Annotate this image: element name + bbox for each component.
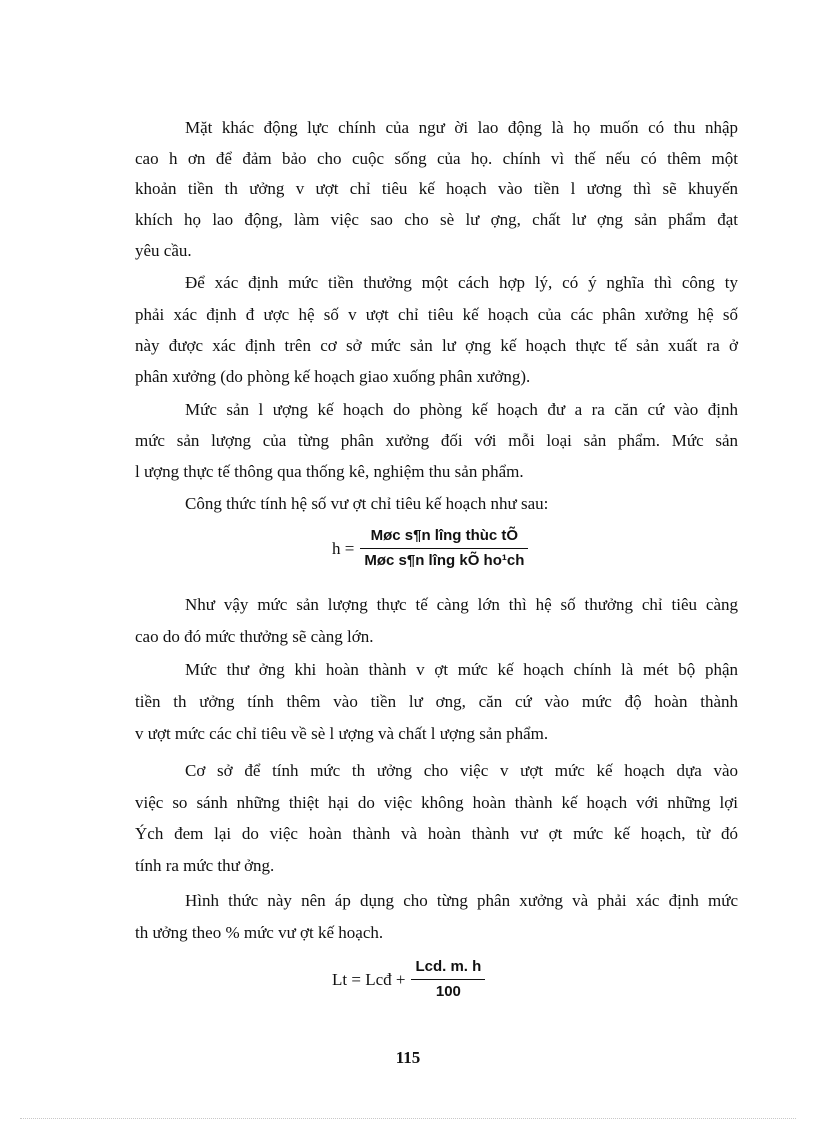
formula-hh bbox=[332, 526, 528, 571]
paragraph-line: yêu cầu. bbox=[135, 241, 192, 260]
paragraph-line: Để xác định mức tiền thưởng một cách hợp lý, có ý nghĩa thì công ty bbox=[185, 273, 738, 292]
paragraph-line: v ượt mức các chỉ tiêu về sè l ượng và chất l ượng sản phẩm. bbox=[135, 724, 549, 743]
paragraph-line: cao do đó mức thưởng sẽ càng lớn. bbox=[135, 627, 374, 646]
paragraph-line: Mặt khác động lực chính của ngư ời lao động là họ muốn có thu nhập bbox=[185, 118, 738, 137]
paragraph-line: Ých đem lại do việc hoàn thành và hoàn thành vư ợt mức kế hoạch, từ đó bbox=[135, 824, 738, 843]
formula-lhs: h = bbox=[332, 538, 355, 558]
paragraph-line: việc so sánh những thiệt hại do việc không hoàn thành kế hoạch với những lợi bbox=[135, 793, 738, 812]
fraction-bar bbox=[360, 548, 528, 549]
formula-fraction bbox=[411, 957, 485, 1002]
paragraph-line: phải xác định đ ược hệ số v ượt chỉ tiêu kế hoạch của các phân xưởng hệ số bbox=[135, 305, 738, 324]
paragraph-line: mức sản lượng của từng phân xưởng đối với mỗi loại sản phẩm. Mức sản bbox=[135, 431, 738, 450]
paragraph-line: cao h ơn để đảm bảo cho cuộc sống của họ. chính vì thế nếu có thêm một bbox=[135, 149, 738, 168]
paragraph-line: khích họ lao động, làm việc sao cho sè lư ợng, chất lư ợng sản phẩm đạt bbox=[135, 210, 738, 229]
paragraph-line: Mức thư ởng khi hoàn thành v ợt mức kế hoạch chính là mét bộ phận bbox=[185, 660, 738, 679]
formula-lhs: Lt = Lcđ + bbox=[332, 969, 406, 989]
page-number: 115 bbox=[395, 1048, 421, 1067]
paragraph-line: Công thức tính hệ số vư ợt chỉ tiêu kế hoạch như sau: bbox=[185, 494, 549, 513]
formula-denominator: Møc s¶n lîng kÕ ho¹ch bbox=[364, 552, 525, 569]
fraction-bar bbox=[411, 979, 485, 980]
paragraph-line: Hình thức này nên áp dụng cho từng phân xưởng và phải xác định mức bbox=[185, 891, 738, 910]
paragraph-line: Cơ sở để tính mức th ưởng cho việc v ượt mức kế hoạch dựa vào bbox=[185, 761, 738, 780]
formula-numerator: Lcd. m. h bbox=[415, 958, 482, 975]
formula-lt bbox=[332, 957, 485, 1002]
formula-fraction bbox=[360, 526, 528, 571]
paragraph-line: này được xác định trên cơ sở mức sản lư ợng kế hoạch thực tế sản xuất ra ở bbox=[135, 336, 738, 355]
paragraph-line: khoản tiền th ưởng v ượt chỉ tiêu kế hoạch vào tiền l ương thì sẽ khuyến bbox=[135, 179, 738, 198]
paragraph-line: tính ra mức thư ởng. bbox=[135, 856, 275, 875]
formula-numerator: Møc s¶n lîng thùc tÕ bbox=[370, 527, 519, 544]
paragraph-line: th ưởng theo % mức vư ợt kế hoạch. bbox=[135, 923, 384, 942]
paragraph-line: tiền th ưởng tính thêm vào tiền lư ơng, căn cứ vào mức độ hoàn thành bbox=[135, 692, 738, 711]
paragraph-line: l ượng thực tế thông qua thống kê, nghiệm thu sản phẩm. bbox=[135, 462, 524, 481]
paragraph-line: Như vậy mức sản lượng thực tế càng lớn thì hệ số thưởng chỉ tiêu càng bbox=[185, 595, 738, 614]
formula-denominator: 100 bbox=[435, 983, 461, 1000]
paragraph-line: phân xưởng (do phòng kế hoạch giao xuống phân xưởng). bbox=[135, 367, 531, 386]
paragraph-line: Mức sản l ượng kế hoạch do phòng kế hoạch đư a ra căn cứ vào định bbox=[185, 400, 738, 419]
page-bottom-divider bbox=[20, 1118, 796, 1119]
